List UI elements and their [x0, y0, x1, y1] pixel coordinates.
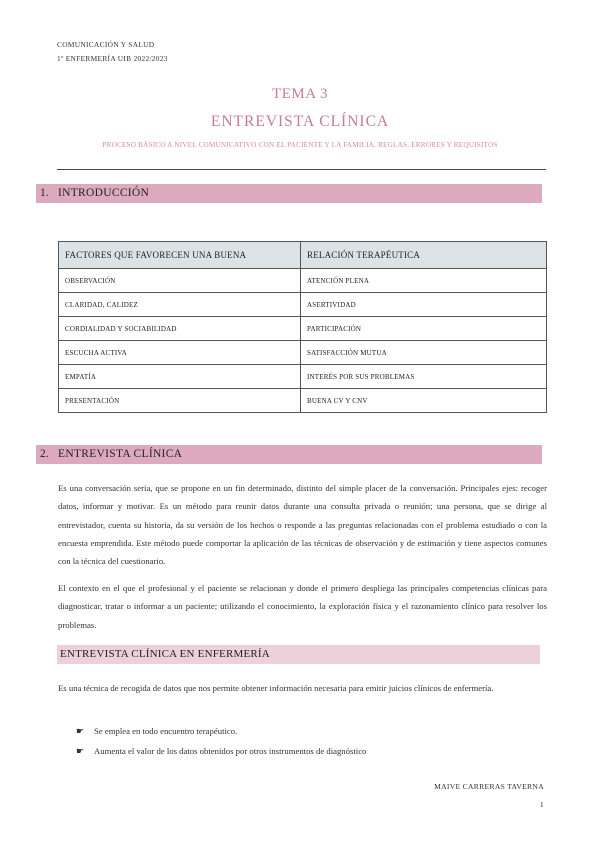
paragraph-nursing: Es una técnica de recogida de datos que nos permite obtener información necesaria para emitir juicios clínicos de enfermería. [58, 683, 494, 693]
table-row [59, 269, 547, 293]
table-cell: EMPATÍA [59, 365, 301, 389]
table-cell: SATISFACCIÓN MUTUA [301, 341, 547, 365]
table-cell: PARTICIPACIÓN [301, 317, 547, 341]
list-item-text: Aumenta el valor de los datos obtenidos por otros instrumentos de diagnóstico [94, 746, 367, 756]
section-number: 1. [40, 187, 49, 199]
pointing-hand-icon: ☛ [76, 726, 85, 736]
header-year: 1º ENFERMERÍA UIB 2022/2023 [57, 54, 168, 63]
subsection-heading [57, 645, 540, 664]
table-row [59, 365, 547, 389]
subsection-title: ENTREVISTA CLÍNICA EN ENFERMERÍA [60, 648, 270, 660]
table-row [59, 317, 547, 341]
list-item [76, 726, 237, 737]
factors-table [58, 241, 547, 413]
table-cell: ATENCIÓN PLENA [301, 269, 547, 293]
table-row [59, 293, 547, 317]
title-divider [57, 169, 546, 170]
section-heading-introduccion [36, 184, 542, 203]
document-tema: TEMA 3 [272, 86, 328, 102]
footer-author: MAIVE CARRERAS TAVERNA [434, 782, 544, 791]
page-number: 1 [539, 800, 544, 809]
table-row [59, 341, 547, 365]
table-cell: CORDIALIDAD Y SOCIABILIDAD [59, 317, 301, 341]
section-number: 2. [40, 448, 49, 460]
table-header-cell: FACTORES QUE FAVORECEN UNA BUENA [59, 242, 301, 269]
list-item-text: Se emplea en todo encuentro terapéutico. [94, 726, 238, 736]
table-header-cell: RELACIÓN TERAPÉUTICA [301, 242, 547, 269]
list-item [76, 746, 366, 757]
paragraph-definition: Es una conversación seria, que se propone en un fin determinado, distinto del simple placer de la conversación. Principales ejes: recoger datos, informar y motivar. Es un método para reunir datos durante una consulta privada o reunión; una persona, que se dirige al entrevistador, cuenta su historia, da su versión de los hechos o responde a las preguntas relacionadas con el problema estudiado o con la encuesta emprendida. Este método puede comportar la aplicación de las técnicas de observación y de estimación y tiene aspectos comunes con la técnica del cuestionario. [58, 483, 547, 567]
pointing-hand-icon: ☛ [76, 746, 85, 756]
table-cell: ESCUCHA ACTIVA [59, 341, 301, 365]
section-title: INTRODUCCIÓN [58, 187, 150, 199]
table-row [59, 389, 547, 413]
table-cell: INTERÉS POR SUS PROBLEMAS [301, 365, 547, 389]
header-course: COMUNICACIÓN Y SALUD [57, 40, 155, 49]
table-cell: PRESENTACIÓN [59, 389, 301, 413]
section-title: ENTREVISTA CLÍNICA [58, 448, 183, 460]
document-subtitle: PROCESO BÁSICO A NIVEL COMUNICATIVO CON EL PACIENTE Y LA FAMILIA, REGLAS, ERRORES Y REQUISITOS [102, 141, 498, 149]
table-cell: CLARIDAD, CALIDEZ [59, 293, 301, 317]
table-header-row [59, 242, 547, 269]
table-cell: ASERTIVIDAD [301, 293, 547, 317]
table-cell: BUENA CV Y CNV [301, 389, 547, 413]
document-title: ENTREVISTA CLÍNICA [210, 113, 390, 130]
paragraph-context: El contexto en el que el profesional y el paciente se relacionan y donde el primero despliega las principales competencias clínicas para diagnosticar, tratar o informar a un paciente; utilizando el conocimiento, la exploración física y el razonamiento clínico para resolver los problemas. [58, 583, 547, 630]
section-heading-entrevista [36, 445, 542, 464]
table-cell: OBSERVACIÓN [59, 269, 301, 293]
